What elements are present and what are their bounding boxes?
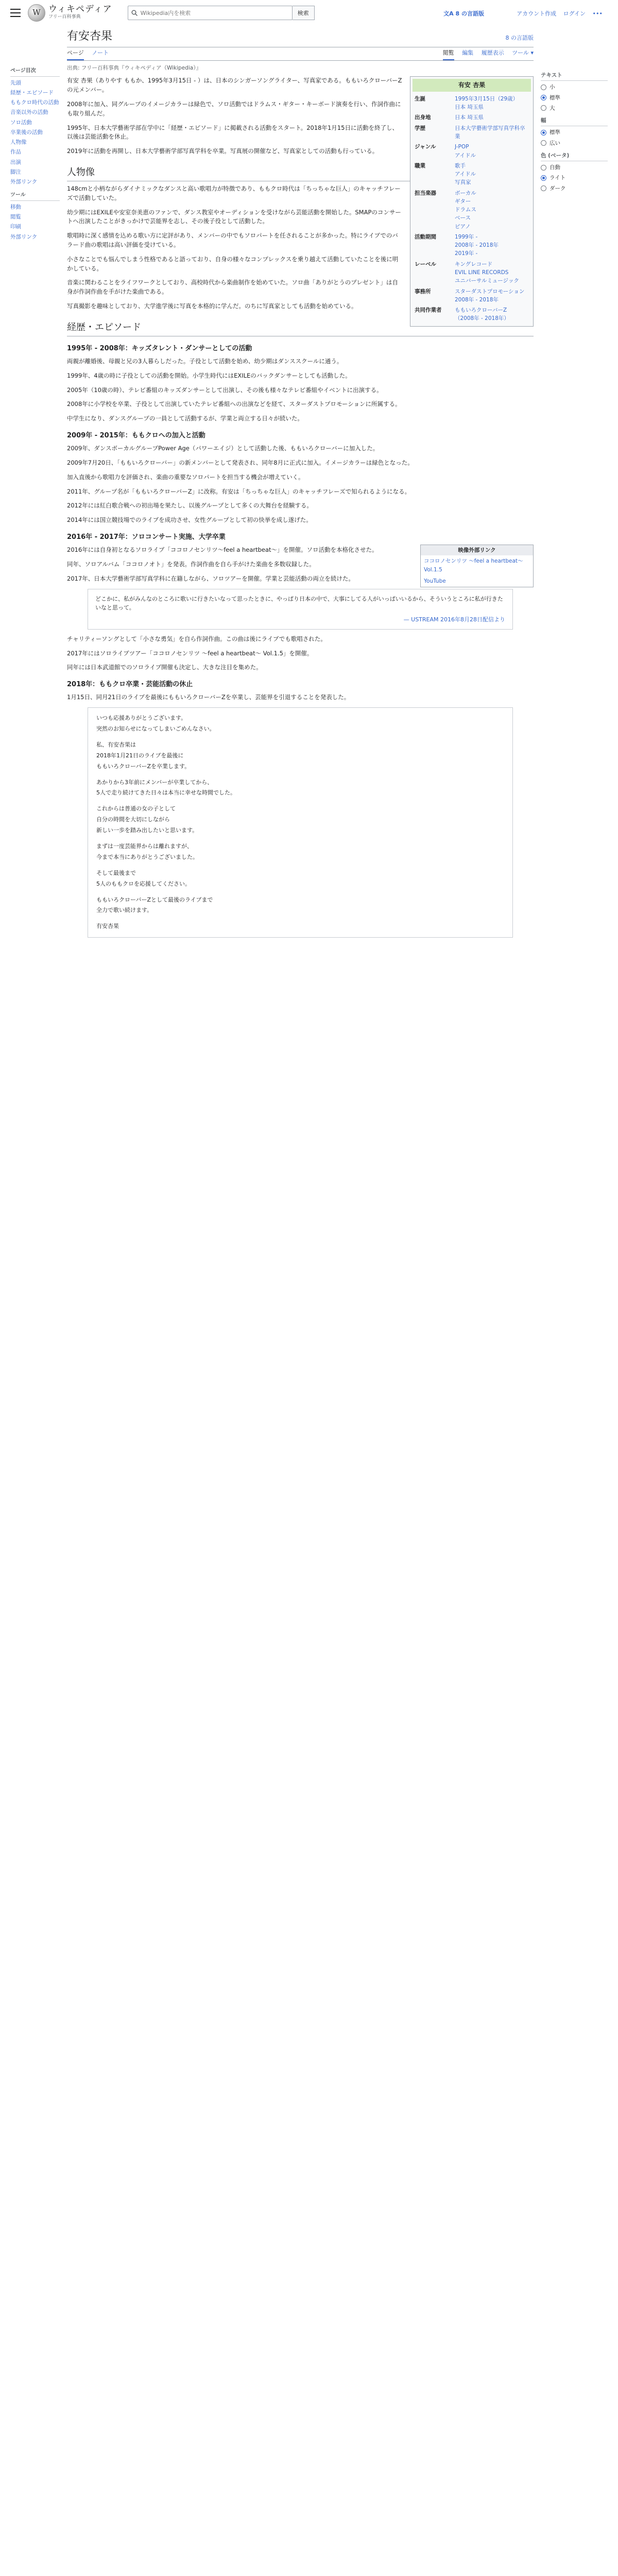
paragraph: 小さなことでも悩んでしまう性格であると語っており、自身の様々なコンプレックスを乗り越えて活動していたことを後に明かしている。 <box>67 255 399 272</box>
infobox-title: 有安 杏果 <box>413 79 531 92</box>
search-box <box>128 6 293 20</box>
site-header <box>0 0 618 26</box>
toc-item[interactable]: 先頭 <box>10 79 21 86</box>
width-radio[interactable] <box>541 140 546 146</box>
infobox-link[interactable]: 2008年 - 2018年 <box>455 296 499 303</box>
tool-item[interactable]: 閲覧 <box>10 214 21 221</box>
page-tabs <box>67 47 534 61</box>
color-label: 自動 <box>550 164 560 171</box>
infobox-link[interactable]: （2008年 - 2018年） <box>455 315 509 322</box>
infobox-value <box>453 161 531 188</box>
quote-gap <box>96 863 504 868</box>
text-size-radio[interactable] <box>541 95 546 100</box>
tool-item[interactable]: 外部リンク <box>10 233 38 240</box>
infobox-link[interactable]: ももいろクローバーZ <box>455 307 507 314</box>
section-heading: 人物像 <box>67 165 534 181</box>
infobox-link[interactable]: EVIL LINE RECORDS <box>455 269 509 276</box>
search-icon <box>131 10 138 16</box>
table-of-contents <box>10 26 60 943</box>
infobox-row <box>413 94 531 113</box>
infobox-link[interactable]: 1999年 - <box>455 233 478 240</box>
paragraph: 1999年、4歳の時に子役としての活動を開始。小学生時代にはEXILEのバックダンサーとしても活動した。 <box>67 371 351 379</box>
text-size-label: 大 <box>550 105 555 111</box>
paragraph: 2019年に活動を再開し、日本大学藝術学部写真学科を卒業。写真展の開催など、写真家としての活動も行っている。 <box>67 147 379 155</box>
quote-line: 有安杏果 <box>96 923 119 930</box>
search-input[interactable] <box>141 10 289 16</box>
infobox-row <box>413 232 531 259</box>
subsection-heading: 2009年 - 2015年：ももクロへの加入と活動 <box>67 431 205 439</box>
quote-line: 今まで本当にありがとうございました。 <box>96 853 198 860</box>
paragraph: 1月15日、同月21日のライブを最後にももいろクローバーZを卒業し、芸能界を引退することを発表した。 <box>67 693 350 701</box>
infobox-link[interactable]: ユニバーサルミュージック <box>455 278 520 284</box>
infobox <box>410 76 534 326</box>
infobox-label: 職業 <box>415 162 425 169</box>
toc-item[interactable]: ももクロ時代の活動 <box>10 99 59 106</box>
color-label: ライト <box>550 175 566 181</box>
tab-edit[interactable]: 編集 <box>462 49 474 57</box>
infobox-row <box>413 259 531 286</box>
infobox-value <box>453 286 531 306</box>
tab-read[interactable]: 閲覧 <box>443 48 454 60</box>
paragraph: 音楽に関わることをライフワークとしており、高校時代から楽曲制作を始めていた。ソロ曲「ありがとうのプレゼント」は自身が作詞作曲を手がけた楽曲である。 <box>67 279 398 296</box>
quote-citation[interactable]: — USTREAM 2016年8月28日配信より <box>403 616 505 623</box>
article-content <box>60 26 541 943</box>
external-video-title: 映像外部リンク <box>421 545 533 555</box>
text-size-label: 標準 <box>550 94 560 101</box>
toc-title: ページ目次 <box>10 67 60 77</box>
color-radio[interactable] <box>541 175 546 181</box>
more-menu-icon[interactable]: ••• <box>592 10 603 17</box>
tab-talk[interactable]: ノート <box>92 49 109 57</box>
infobox-label: 共同作業者 <box>415 307 442 314</box>
paragraph: 1995年、日本大学藝術学部在学中に「経歴・エピソード」に掲載される活動をスタート。2018年1月15日に活動を終了し、以後は芸能活動を休止。 <box>67 124 398 141</box>
paragraph: 2012年には紅白歌合戦への初出場を果たし、以後グループとして多くの大舞台を経験する。 <box>67 502 313 510</box>
source-note: 出典: フリー百科事典『ウィキペディア（Wikipedia）』 <box>67 65 201 72</box>
text-size-option[interactable] <box>541 94 608 102</box>
paragraph: 中学生になり、ダンスグループの一員として活動するが、学業と両立する日々が続いた。 <box>67 415 303 422</box>
external-video-box <box>420 545 534 587</box>
quote-line: いつも応援ありがとうございます。 <box>96 715 187 722</box>
infobox-label: 出身地 <box>415 114 431 121</box>
width-label: 標準 <box>550 129 560 136</box>
paragraph: 加入直後から歌唱力を評価され、楽曲の重要なソロパートを担当する機会が増えていく。 <box>67 473 304 481</box>
text-size-label: 小 <box>550 84 555 91</box>
infobox-link[interactable]: 日本 埼玉県 <box>455 114 484 121</box>
text-size-title: テキスト <box>541 71 608 81</box>
color-title: 色 (ベータ) <box>541 151 608 161</box>
infobox-link[interactable]: アイドル <box>455 152 476 159</box>
paragraph: 写真撮影を趣味としており、大学進学後に写真を本格的に学んだ。のちに写真家としても活動を始めている。 <box>67 302 357 310</box>
infobox-row <box>413 305 531 324</box>
history-section <box>67 344 534 938</box>
quote-text: どこかに、私がみんなのところに歌いに行きたいなって思ったときに、やっぱり日本の中で、大事にしてる人がいっぱいいるから、そういうところに私が行きたいなと思って。 <box>95 595 503 611</box>
toc-item[interactable]: 卒業後の活動 <box>10 129 43 135</box>
page-title: 有安杏果 8 の言語版 <box>67 28 534 47</box>
infobox-value <box>453 123 531 142</box>
quote-gap <box>96 735 504 740</box>
create-account-link[interactable]: アカウント作成 <box>517 10 557 17</box>
farewell-quote <box>88 707 513 938</box>
infobox-row <box>413 123 531 142</box>
infobox-link[interactable]: 1995年3月15日（29歳） <box>455 95 519 102</box>
infobox-link[interactable]: ピアノ <box>455 223 471 230</box>
infobox-value <box>453 259 531 286</box>
infobox-row <box>413 142 531 161</box>
paragraph: 2016年には自身初となるソロライブ「ココロノセンリツ～feel a heartbeat～」を開催。ソロ活動を本格化させた。 <box>67 546 378 554</box>
toc-item[interactable]: ソロ活動 <box>10 119 32 126</box>
quote-line: 5人のももクロを応援してください。 <box>96 880 191 887</box>
paragraph: 2017年にはソロライブツアー「ココロノセンリツ ～feel a heartbeat～ Vol.1.5」を開催。 <box>67 649 313 657</box>
infobox-link[interactable]: 写真家 <box>455 179 471 186</box>
external-video-link[interactable]: YouTube <box>424 578 446 584</box>
infobox-link[interactable]: 日本大学藝術学部写真学科卒業 <box>455 125 525 140</box>
quote-line: ももいろクローバーZを卒業します。 <box>96 762 191 770</box>
width-label: 広い <box>550 140 560 146</box>
infobox-label: 生誕 <box>415 95 425 102</box>
subsection-heading: 1995年 - 2008年：キッズタレント・ダンサーとしての活動 <box>67 344 252 352</box>
tab-page[interactable]: ページ <box>67 48 84 60</box>
login-link[interactable]: ログイン <box>563 10 586 17</box>
page-lang-link[interactable]: 8 の言語版 <box>505 35 534 41</box>
toc-item[interactable]: 外部リンク <box>10 179 38 185</box>
infobox-label: 事務所 <box>415 288 431 295</box>
toc-item[interactable]: 脚注 <box>10 168 21 175</box>
width-title: 幅 <box>541 116 608 126</box>
quote-line: 新しい一歩を踏み出したいと思います。 <box>96 827 198 834</box>
site-tagline: フリー百科事典 <box>48 14 81 20</box>
quote-gap <box>96 890 504 895</box>
tool-item[interactable]: 移動 <box>10 204 21 210</box>
text-size-option[interactable] <box>541 83 608 91</box>
paragraph: 2009年、ダンスボーカルグループPower Age（パワーエイジ）として活動した後、ももいろクローバーに加入した。 <box>67 445 379 452</box>
width-option[interactable] <box>541 139 608 147</box>
infobox-value <box>453 188 531 232</box>
text-size-option[interactable] <box>541 104 608 112</box>
color-option[interactable] <box>541 184 608 193</box>
color-option[interactable] <box>541 163 608 172</box>
tab-tools[interactable]: ツール ▾ <box>512 49 534 57</box>
infobox-value <box>453 94 531 113</box>
paragraph: 同年には日本武道館でのソロライブ開催も決定し、大きな注目を集めた。 <box>67 664 262 671</box>
infobox-label: レーベル <box>415 261 436 267</box>
infobox-row <box>413 188 531 232</box>
quote-gap <box>96 799 504 804</box>
quote-gap <box>96 772 504 777</box>
quote-line: まずは一度芸能界からは離れますが、 <box>96 843 193 850</box>
text-size-radio[interactable] <box>541 105 546 111</box>
appearance-panel <box>541 26 608 943</box>
infobox-row <box>413 112 531 123</box>
translate-icon: 文A <box>443 10 456 17</box>
quote-gap <box>96 916 504 921</box>
toc-item[interactable]: 作品 <box>10 149 21 156</box>
history-heading: 経歴・エピソード <box>67 320 534 336</box>
paragraph: 幼少期にはEXILEや安室奈美恵のファンで、ダンス教室やオーディションを受けながら芸能活動を開始した。SMAPのコンサートへ出演したことがきっかけで芸能界を志し、その後子役として活動した。 <box>67 208 401 225</box>
wikipedia-globe-icon: W <box>28 4 45 22</box>
site-name: ウィキペディア <box>48 4 112 14</box>
subsection-heading: 2018年：ももクロ卒業・芸能活動の休止 <box>67 681 193 689</box>
infobox-link[interactable]: スターダストプロモーション <box>455 288 525 295</box>
infobox-value <box>453 142 531 161</box>
paragraph: 同年、ソロアルバム「ココロノオト」を発表。作詞作曲を自ら手がけた楽曲を多数収録した。 <box>67 560 315 568</box>
infobox-label: 担当楽器 <box>415 190 436 196</box>
paragraph: 歌唱時に深く感情を込める歌い方に定評があり、メンバーの中でもソロパートを任されることが多かった。特にライブでのバラード曲の歌唱は高い評価を受けている。 <box>67 232 398 248</box>
quote-line: 5人で走り続けてきた日々は本当に幸せな時間でした。 <box>96 789 236 796</box>
infobox-link[interactable]: 2019年 - <box>455 250 478 257</box>
paragraph: 2011年、グループ名が「ももいろクローバーZ」に改称。有安は「ちっちゃな巨人」のキャッチフレーズで知られるようになる。 <box>67 487 411 495</box>
quote-line: 自分の時間を大切にしながら <box>96 816 170 823</box>
user-links <box>511 9 603 18</box>
infobox-link[interactable]: 歌手 <box>455 162 466 169</box>
paragraph: 2009年7月20日、「ももいろクローバー」の新メンバーとして発表され、同年8月に正式に加入。イメージカラーは緑色となった。 <box>67 459 414 466</box>
infobox-label: 学歴 <box>415 125 425 131</box>
color-option[interactable] <box>541 174 608 182</box>
paragraph: 2008年に加入、同グループのイメージカラーは緑色で、ソロ活動ではドラムス・ギター・キーボード演奏を行い、作詞作曲にも取り組んだ。 <box>67 100 401 117</box>
infobox-link[interactable]: J-POP <box>455 144 469 150</box>
tab-history[interactable]: 履歴表示 <box>481 49 504 57</box>
paragraph: 2008年に小学校を卒業、子役として出演していたテレビ番組への出演などを経て、スターダストプロモーションに所属する。 <box>67 400 401 408</box>
paragraph: 2014年には国立競技場でのライブを成功させ、女性グループとして初の快挙を成し遂げた。 <box>67 516 312 524</box>
infobox-link[interactable]: ボーカル <box>455 190 476 196</box>
infobox-link[interactable]: 2008年 - 2018年 <box>455 242 499 249</box>
color-radio[interactable] <box>541 165 546 171</box>
paragraph: 2005年（10歳の時）、テレビ番組のキッズダンサーとして出演し、その後も様々なテレビ番組やイベントに出演する。 <box>67 386 383 394</box>
tools-title: ツール <box>10 191 60 201</box>
infobox-value <box>453 305 531 324</box>
paragraph: チャリティーソングとして「小さな勇気」を自ら作詞作曲。この曲は後にライブでも歌唱された。 <box>67 635 327 642</box>
color-radio[interactable] <box>541 185 546 191</box>
site-logo[interactable] <box>28 4 112 22</box>
quote-line: これからは普通の女の子として <box>96 805 176 812</box>
color-label: ダーク <box>550 185 566 192</box>
paragraph: 両親が離婚後、母親と兄の3人暮らしだった。子役として活動を始め、幼少期はダンススクールに通う。 <box>67 357 343 365</box>
quote-line: 突然のお知らせになってしまいごめんなさい。 <box>96 725 215 732</box>
text-size-radio[interactable] <box>541 84 546 90</box>
infobox-link[interactable]: ギター <box>455 198 471 205</box>
infobox-link[interactable]: アイドル <box>455 171 476 178</box>
paragraph: 2017年、日本大学藝術学部写真学科に在籍しながら、ソロツアーを開催。学業と芸能活動の両立を続けた。 <box>67 574 354 582</box>
infobox-row <box>413 161 531 188</box>
infobox-value <box>453 112 531 123</box>
menu-icon[interactable] <box>10 9 21 17</box>
blockquote <box>88 589 513 630</box>
paragraph: 148cmと小柄ながらダイナミックなダンスと高い歌唱力が特徴であり、ももクロ時代は「ちっちゃな巨人」のキャッチフレーズで活動していた。 <box>67 184 401 201</box>
toc-item[interactable]: 人物像 <box>10 139 27 146</box>
width-option[interactable] <box>541 128 608 137</box>
language-selector[interactable]: 文A 8 の言語版 <box>443 10 484 17</box>
infobox-link[interactable]: ドラムス <box>455 207 476 213</box>
infobox-row <box>413 286 531 306</box>
width-radio[interactable] <box>541 130 546 135</box>
paragraph: 有安 杏果（ありやす ももか、1995年3月15日 - ）は、日本のシンガーソングライター、写真家である。ももいろクローバーZの元メンバー。 <box>67 77 402 94</box>
external-video-link[interactable]: ココロノセンリツ ～feel a heartbeat～ Vol.1.5 <box>424 558 523 573</box>
toc-item[interactable]: 出演 <box>10 159 21 165</box>
search-button[interactable]: 検索 <box>293 6 315 20</box>
quote-gap <box>96 836 504 841</box>
quote-line: 2018年1月21日のライブを最後に <box>96 752 184 759</box>
quote-line: 私、有安杏果は <box>96 741 136 748</box>
tool-item[interactable]: 印刷 <box>10 224 21 230</box>
toc-item[interactable]: 音楽以外の活動 <box>10 109 48 116</box>
quote-line: あかりから3年前にメンバーが卒業してから、 <box>96 778 213 786</box>
infobox-link[interactable]: 日本 埼玉県 <box>455 104 484 111</box>
infobox-link[interactable]: キングレコード <box>455 261 493 267</box>
infobox-link[interactable]: ベース <box>455 215 471 222</box>
quote-line: 全力で歌い続けます。 <box>96 907 153 914</box>
infobox-value <box>453 232 531 259</box>
infobox-label: 活動期間 <box>415 233 436 240</box>
quote-line: そして最後まで <box>96 869 136 876</box>
toc-item[interactable]: 経歴・エピソード <box>10 89 54 96</box>
infobox-label: ジャンル <box>415 144 436 150</box>
quote-line: ももいろクローバーZとして最後のライブまで <box>96 896 213 903</box>
subsection-heading: 2016年 - 2017年：ソロコンサート実施、大学卒業 <box>67 533 226 541</box>
